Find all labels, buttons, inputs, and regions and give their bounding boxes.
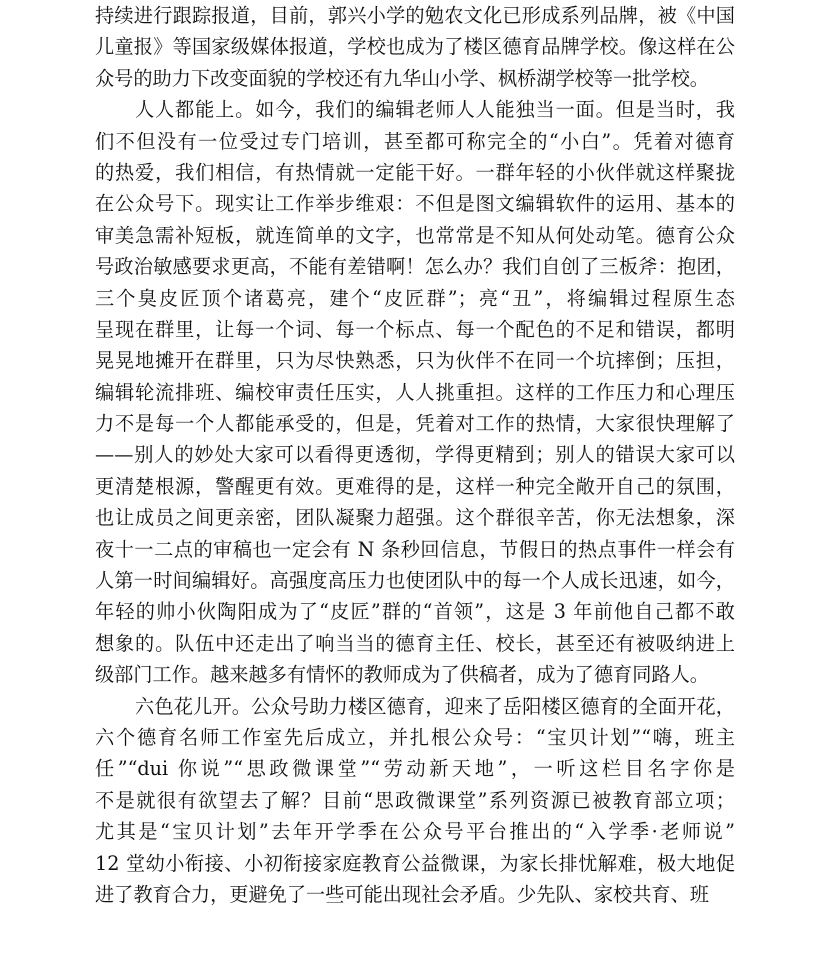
- text-line: 想象的。队伍中还走出了响当当的德育主任、校长，甚至还有被吸纳进上: [95, 631, 735, 655]
- text-line: 晃晃地摊开在群里，只为尽快熟悉，只为伙伴不在同一个坑摔倒；压担，: [95, 349, 735, 373]
- text-line: 持续进行跟踪报道，目前，郭兴小学的勉农文化已形成系列品牌，被《中国: [95, 4, 735, 27]
- text-line: 12 堂幼小衔接、小初衔接家庭教育公益微课，为家长排忧解难，极大地促: [95, 851, 735, 875]
- text-line: 们不但没有一位受过专门培训，甚至都可称完全的“小白”。凭着对德育: [95, 129, 735, 153]
- text-line: 更清楚根源，警醒更有效。更难得的是，这样一种完全敞开自己的氛围，: [95, 474, 735, 498]
- text-line: 审美急需补短板，就连简单的文字，也常常是不知从何处动笔。德育公众: [95, 223, 735, 247]
- text-line: 级部门工作。越来越多有情怀的教师成为了供稿者，成为了德育同路人。: [95, 663, 709, 687]
- text-line: 年轻的帅小伙陶阳成为了“皮匠”群的“首领”，这是 3 年前他自己都不敢: [95, 600, 735, 624]
- text-line: 不是就很有欲望去了解？目前“思政微课堂”系列资源已被教育部立项；: [95, 788, 735, 812]
- paragraph: [95, 691, 735, 911]
- text-line: 进了教育合力，更避免了一些可能出现社会矛盾。少先队、家校共育、班: [95, 882, 709, 906]
- text-line: 在公众号下。现实让工作举步维艰：不但是图文编辑软件的运用、基本的: [95, 192, 735, 216]
- text-line: 夜十一二点的审稿也一定会有 N 条秒回信息，节假日的热点事件一样会有: [95, 537, 735, 561]
- text-line: 号政治敏感要求更高，不能有差错啊！怎么办？我们自创了三板斧：抱团，: [95, 255, 735, 279]
- paragraph: [95, 94, 735, 690]
- text-line: 尤其是“宝贝计划”去年开学季在公众号平台推出的“入学季·老师说”: [95, 820, 735, 844]
- text-line: 三个臭皮匠顶个诸葛亮，建个“皮匠群”；亮“丑”，将编辑过程原生态: [95, 286, 735, 310]
- text-line: 呈现在群里，让每一个词、每一个标点、每一个配色的不足和错误，都明: [95, 317, 735, 341]
- paragraph: [95, 0, 735, 94]
- document-page: [95, 0, 735, 910]
- text-line: 六色花儿开。公众号助力楼区德育，迎来了岳阳楼区德育的全面开花，: [135, 694, 735, 718]
- text-line: 力不是每一个人都能承受的，但是，凭着对工作的热情，大家很快理解了: [95, 412, 735, 436]
- text-line: 也让成员之间更亲密，团队凝聚力超强。这个群很辛苦，你无法想象，深: [95, 506, 735, 530]
- text-line: 众号的助力下改变面貌的学校还有九华山小学、枫桥湖学校等一批学校。: [95, 66, 709, 90]
- text-line: 人人都能上。如今，我们的编辑老师人人能独当一面。但是当时，我: [135, 98, 735, 122]
- text-line: 六个德育名师工作室先后成立，并扎根公众号：“宝贝计划”“嗨，班主: [95, 725, 735, 749]
- text-line: 人第一时间编辑好。高强度高压力也使团队中的每一个人成长迅速，如今，: [95, 569, 735, 593]
- text-line: ——别人的妙处大家可以看得更透彻，学得更精到；别人的错误大家可以: [95, 443, 735, 467]
- text-line: 编辑轮流排班、编校审责任压实，人人挑重担。这样的工作压力和心理压: [95, 380, 735, 404]
- text-line: 任”“dui 你说”“思政微课堂”“劳动新天地”，一听这栏目名字你是: [95, 757, 735, 781]
- text-line: 的热爱，我们相信，有热情就一定能干好。一群年轻的小伙伴就这样聚拢: [95, 160, 735, 184]
- text-line: 儿童报》等国家级媒体报道，学校也成为了楼区德育品牌学校。像这样在公: [95, 35, 735, 59]
